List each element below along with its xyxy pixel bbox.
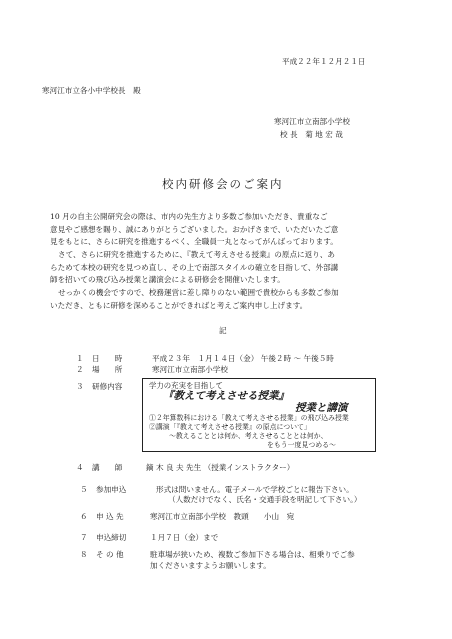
item-number: １ (76, 354, 84, 363)
item-number: ８ (80, 550, 88, 559)
paragraph-3 (50, 287, 420, 312)
item-number: ３ (76, 382, 84, 391)
content-line-1: ①２年算数科における「教えて考えさせる授業」の飛び込み授業 (149, 414, 349, 422)
paragraph-line: いただき、ともに研修を深めることができればと考えご案内申し上げます。 (50, 300, 308, 310)
content-title: 『教えて考えさせる授業』 (163, 390, 289, 402)
item-label: 研修内容 (92, 382, 123, 391)
content-line-3: ～教えることとは何か、考えさせることとは何か、 (169, 432, 328, 440)
item-value-other: 駐車場が狭いため、複数ご参加下さる場合は、相乗りでご参 (150, 550, 355, 559)
content-box (142, 378, 376, 452)
item-value-application: 形式は問いません。電子メールで学校ごとに報告下さい。 (156, 485, 354, 494)
item-label: 場 所 (92, 365, 123, 374)
item-number: ５ (80, 485, 88, 494)
paragraph-line: らためて本校の研究を見つめ直し、その上で南部スタイルの確立を目指して、外部講 (50, 262, 339, 272)
content-subtitle: 授業と講演 (295, 402, 348, 414)
paragraph-line: 師を招いての飛び込み授業と講演会による研修会を開催いたします。 (50, 275, 285, 285)
paragraph-2 (50, 249, 420, 287)
item-label: 日 時 (92, 354, 123, 363)
item-value-datetime: 平成２３年 １月１４日（金） 午後２時 ～ 午後５時 (152, 354, 334, 363)
content-line-2: ②講演「『教えて考えさせる授業』の原点について」 (149, 423, 311, 431)
paragraph-line: 意見やご感想を賜り、誠にありがとうございました。おかげさまで、いただいたご意 (50, 224, 339, 234)
item-number: ４ (76, 463, 84, 472)
paragraph-line: 見をもとに、さらに研究を推進するべく、全職員一丸となってがんばっております。 (50, 237, 338, 247)
item-number: ７ (80, 533, 88, 542)
item-label: 申込締切 (96, 533, 127, 542)
item-label: 申 込 先 (96, 512, 124, 521)
ki-heading: 記 (219, 326, 227, 335)
document-title: 校内研修会のご案内 (162, 177, 284, 191)
paragraph-line: 10 月の自主公開研究会の際は、市内の先生方より多数ご参加いただき、貴重なご (50, 212, 328, 221)
item-note: （人数だけでなく、氏名・交通手段を明記して下さい。） (168, 495, 362, 504)
item-value-lecturer: 鏑 木 良 夫 先生 （授業インストラクター） (146, 463, 295, 472)
item-label: そ の 他 (96, 550, 124, 559)
sender-principal: 校 長 菊 地 宏 哉 (280, 130, 343, 139)
item-number: ２ (76, 365, 84, 374)
item-value-other-cont: 加くださいますようお願いします。 (150, 561, 271, 570)
item-label: 参加申込 (96, 485, 127, 494)
content-line-4: をもう一度見つめる～ (267, 441, 336, 449)
paragraph-1 (50, 211, 420, 249)
paragraph-line: さて、さらに研究を推進するために、『教えて考えさせる授業』の原点に返り、あ (58, 250, 336, 259)
paragraph-line: せっかくの機会ですので、校務運営に差し障りのない範囲で貴校からも多数ご参加 (58, 288, 339, 297)
sender-school: 寒河江市立南部小学校 (274, 117, 350, 126)
item-value-place: 寒河江市立南部小学校 (152, 365, 228, 374)
item-number: ６ (80, 512, 88, 521)
item-value-address: 寒河江市立南部小学校 教頭 小山 宛 (150, 512, 295, 521)
content-heading: 学力の充実を目指して (149, 381, 223, 390)
item-label: 講 師 (92, 463, 123, 472)
item-value-deadline: １月７日（金）まで (150, 533, 219, 542)
recipient: 寒河江市立各小中学校長 殿 (42, 86, 141, 95)
document-date: 平成２２年１２月２１日 (282, 57, 366, 66)
